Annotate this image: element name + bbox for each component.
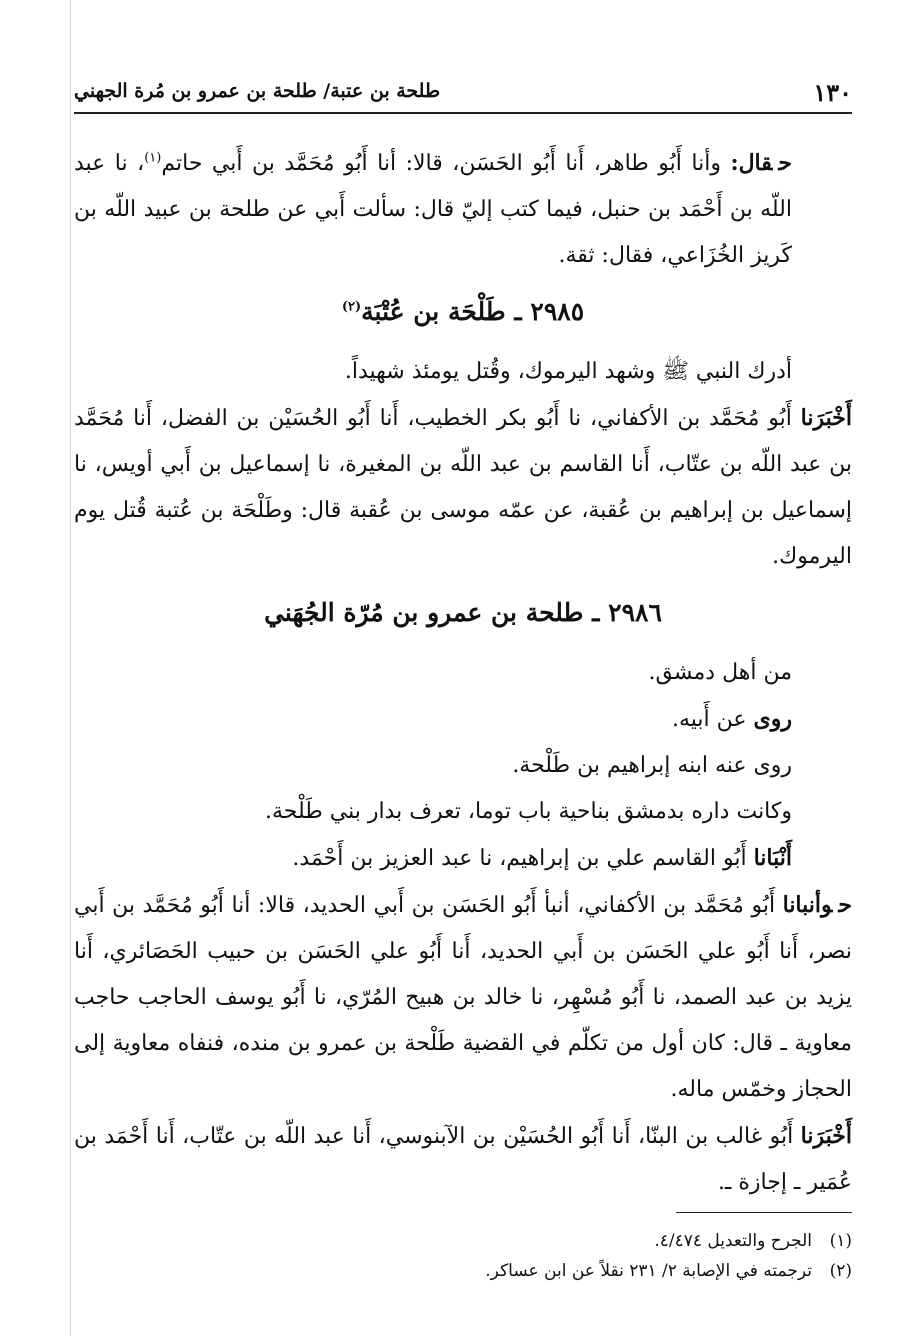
paragraph-2: أدرك النبي ﷺ وشهد اليرموك، وقُتل يومئذ شهيداً.: [344, 359, 792, 384]
keyword-akhbarana-2: أَخْبَرَنا: [800, 1123, 852, 1149]
footnote-1-number: (١): [829, 1231, 852, 1251]
paragraph-1: [74, 140, 852, 279]
running-title: طلحة بن عتبة/ طلحة بن عمرو بن مُرة الجهني: [74, 80, 441, 102]
entry-title-2986: ٢٩٨٦ ـ طلحة بن عمرو بن مُرّة الجُهَني: [264, 598, 662, 627]
ha-marker-2: ح: [838, 892, 852, 918]
paragraph-1-text-a: وأنا أَبُو طاهر، أَنا أَبُو الحَسَن، قالا: أنا أَبُو مُحَمَّد بن أَبي حاتم: [161, 151, 721, 176]
keyword-anbana: أَنْبَانا: [753, 845, 792, 871]
paragraph-9-text: أَبُو مُحَمَّد بن الأكفاني، أنبأ أَبُو الحَسَن بن أَبي الحديد، قالا: أنا أَبُو مُحَمَّد بن أَبي نصر، أَنا أَبُو علي الحَسَن بن أَبي الحديد، أَنا أَبُو علي الحَسَن بن حبيب الحَصَائري، أَنا يزيد بن عبد الصمد، نا أَبُو مُسْهِر، نا خالد بن هبيح المُرّي، نا أَبُو يوسف الحاجب حاجب معاوية ـ قال: كان أول من تكلّم في القضية طَلْحة بن عمرو بن منده، فنفاه معاوية إلى الحجاز وخمّس ماله.: [74, 893, 852, 1102]
paragraph-5-text: عن أَبيه.: [672, 707, 747, 732]
keyword-waanbana: وأنبانا: [782, 892, 833, 918]
footnote-ref-2: (٢): [341, 299, 362, 315]
footnote-1-text: الجرح والتعديل ٤/٤٧٤.: [654, 1231, 812, 1251]
paragraph-6: روى عنه ابنه إبراهيم بن طَلْحة.: [512, 753, 792, 778]
running-header: [74, 72, 852, 114]
footnote-divider: [676, 1212, 852, 1213]
paragraph-9: [74, 882, 852, 1113]
page-body: [74, 140, 852, 1206]
keyword-rawa: روى: [753, 706, 792, 732]
paragraph-10: [74, 1113, 852, 1206]
paragraph-3: [74, 395, 852, 580]
paragraph-4: من أهل دمشق.: [648, 660, 792, 685]
keyword-qal: قال:: [730, 150, 773, 176]
paragraph-7: وكانت داره بدمشق بناحية باب توما، تعرف بدار بني طَلْحة.: [264, 799, 792, 824]
paragraph-5: [74, 696, 852, 743]
paragraph-10-text: أَبُو غالب بن البنّا، أَنا أَبُو الحُسَيْن بن الآبنوسي، أَنا عبد اللّه بن عتّاب، أَنا أَحْمَد بن عُمَير ـ إجازة ـ.: [74, 1124, 852, 1195]
footnote-2-text: ترجمته في الإصابة ٢/ ٢٣١ نقلاً عن ابن عساكر.: [485, 1261, 812, 1281]
paragraph-3-text: أَبُو مُحَمَّد بن الأكفاني، نا أَبُو بكر الخطيب، أَنا أَبُو الحُسَيْن بن الفضل، أَنا مُحَمَّد بن عبد اللّه بن عتّاب، أَنا القاسم بن عبد اللّه بن المغيرة، نا إسماعيل بن أَبي أويس، نا إسماعيل بن إبراهيم بن عُقبة، عن عمّه موسى بن عُقبة قال: وطَلْحَة بن عُتبة قُتل يوم اليرموك.: [74, 406, 852, 569]
keyword-akhbarana: أَخْبَرَنا: [800, 405, 852, 431]
ha-marker: ح: [778, 150, 792, 176]
footnote-2-number: (٢): [829, 1261, 852, 1281]
paragraph-8: [74, 835, 852, 882]
entry-title-2985: [74, 287, 852, 337]
paragraph-1-text-b: ، نا عبد اللّه بن أَحْمَد بن حنبل، فيما كتب إليّ قال: سألت أَبي عن طلحة بن عبيد اللّه بن كَريز الخُزَاعي، فقال: ثقة.: [74, 151, 792, 268]
footnote-1: [74, 1226, 852, 1256]
entry-title-2985-text: ٢٩٨٥ ـ طَلْحَة بن عُتْبَة: [361, 297, 585, 326]
page-number: ١٣٠: [813, 78, 852, 107]
scan-edge-line: [70, 0, 71, 1336]
footnote-2: [74, 1256, 852, 1286]
footnote-ref-1: (١): [144, 150, 162, 166]
footnotes: [74, 1226, 852, 1286]
paragraph-8-text: أَبُو القاسم علي بن إبراهيم، نا عبد العزيز بن أَحْمَد.: [292, 846, 747, 871]
